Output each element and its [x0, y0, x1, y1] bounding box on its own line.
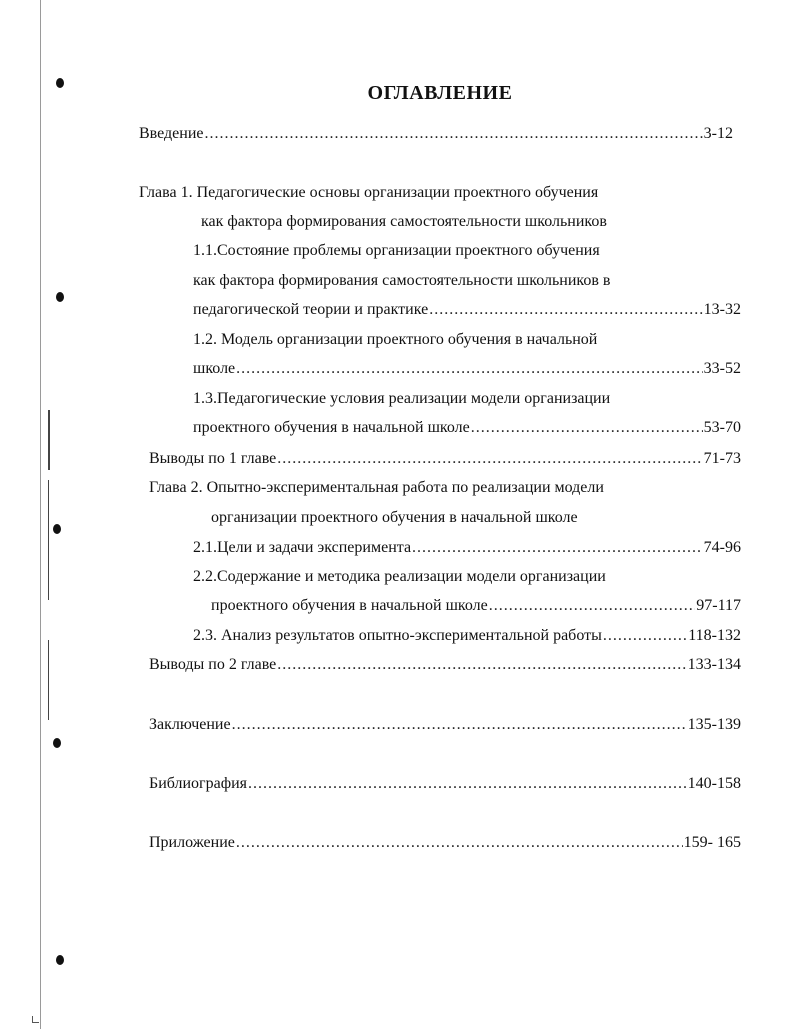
toc-entry-pages: 33-52 — [703, 360, 741, 377]
toc-leader-dots — [603, 626, 687, 646]
toc-entry-1-3 — [193, 418, 741, 438]
toc-entry-pages: 135-139 — [687, 716, 741, 733]
binding-margin-line — [40, 0, 41, 1029]
toc-entry-label: 2.3. Анализ результатов опытно-экспериментальной работы — [193, 627, 602, 644]
toc-entry-1-2 — [193, 359, 741, 379]
toc-entry-label: Выводы по 2 главе — [149, 656, 277, 673]
toc-leader-dots — [489, 596, 696, 616]
toc-entry-label: Библиография — [149, 775, 247, 792]
toc-entry-pages: 13-32 — [703, 301, 741, 318]
toc-entry-appendix — [149, 833, 741, 853]
toc-entry-2-3 — [193, 626, 741, 646]
toc-leader-dots — [236, 833, 683, 853]
toc-entry-label: проектного обучения в начальной школе — [211, 597, 488, 614]
corner-mark — [32, 1016, 39, 1023]
toc-leader-dots — [471, 418, 703, 438]
toc-entry-pages: 159- 165 — [683, 834, 741, 851]
punch-hole — [53, 524, 61, 534]
chapter1-heading: Глава 1. Педагогические основы организации проектного обучения — [139, 184, 599, 201]
section-1-1-title-cont: как фактора формирования самостоятельности школьников в — [193, 272, 611, 289]
toc-leader-dots — [248, 774, 687, 794]
toc-entry-label: Заключение — [149, 716, 231, 733]
toc-entry-pages: 53-70 — [703, 419, 741, 436]
toc-entry-pages: 118-132 — [688, 627, 741, 644]
toc-entry-conclusions-1 — [149, 449, 741, 469]
toc-entry-pages: 74-96 — [703, 539, 741, 556]
chapter2-heading: Глава 2. Опытно-экспериментальная работа по реализации модели — [149, 479, 604, 496]
scan-artifact — [48, 410, 50, 470]
section-1-2-title: 1.2. Модель организации проектного обучения в начальной — [193, 331, 598, 348]
toc-leader-dots — [236, 359, 703, 379]
toc-leader-dots — [232, 715, 687, 735]
punch-hole — [53, 738, 61, 748]
toc-entry-label: 2.1.Цели и задачи эксперимента — [193, 539, 412, 556]
toc-entry-label: проектного обучения в начальной школе — [193, 419, 470, 436]
section-1-1-title: 1.1.Состояние проблемы организации проектного обучения — [193, 242, 600, 259]
toc-entry-label: Приложение — [149, 834, 235, 851]
punch-hole — [56, 955, 64, 965]
toc-entry-label: Выводы по 1 главе — [149, 450, 277, 467]
punch-hole — [56, 292, 64, 302]
toc-entry-pages: 140-158 — [687, 775, 741, 792]
toc-entry-label: Введение — [139, 125, 204, 142]
toc-entry-pages: 71-73 — [703, 450, 741, 467]
toc-leader-dots — [277, 449, 702, 469]
toc-entry-intro — [139, 124, 733, 144]
toc-entry-pages: 3-12 — [703, 125, 733, 142]
section-2-2-title: 2.2.Содержание и методика реализации модели организации — [193, 568, 606, 585]
toc-entry-bibliography — [149, 774, 741, 794]
toc-entry-2-1 — [193, 538, 741, 558]
toc-entry-pages: 97-117 — [696, 597, 741, 614]
toc-entry-1-1 — [193, 300, 741, 320]
scan-artifact — [48, 640, 49, 720]
toc-entry-conclusion — [149, 715, 741, 735]
toc-entry-label: педагогической теории и практике — [193, 301, 429, 318]
page-title: ОГЛАВЛЕНИЕ — [367, 82, 513, 104]
toc-entry-conclusions-2 — [149, 655, 741, 675]
chapter2-heading-cont: организации проектного обучения в начальной школе — [211, 509, 578, 526]
toc-entry-pages: 133-134 — [687, 656, 741, 673]
toc-entry-2-2 — [211, 596, 741, 616]
toc-leader-dots — [277, 655, 686, 675]
toc-leader-dots — [205, 124, 703, 144]
section-1-3-title: 1.3.Педагогические условия реализации модели организации — [193, 390, 611, 407]
chapter1-heading-cont: как фактора формирования самостоятельности школьников — [201, 213, 607, 230]
scan-artifact — [48, 480, 49, 600]
toc-leader-dots — [429, 300, 702, 320]
toc-entry-label: школе — [193, 360, 236, 377]
toc-leader-dots — [412, 538, 703, 558]
